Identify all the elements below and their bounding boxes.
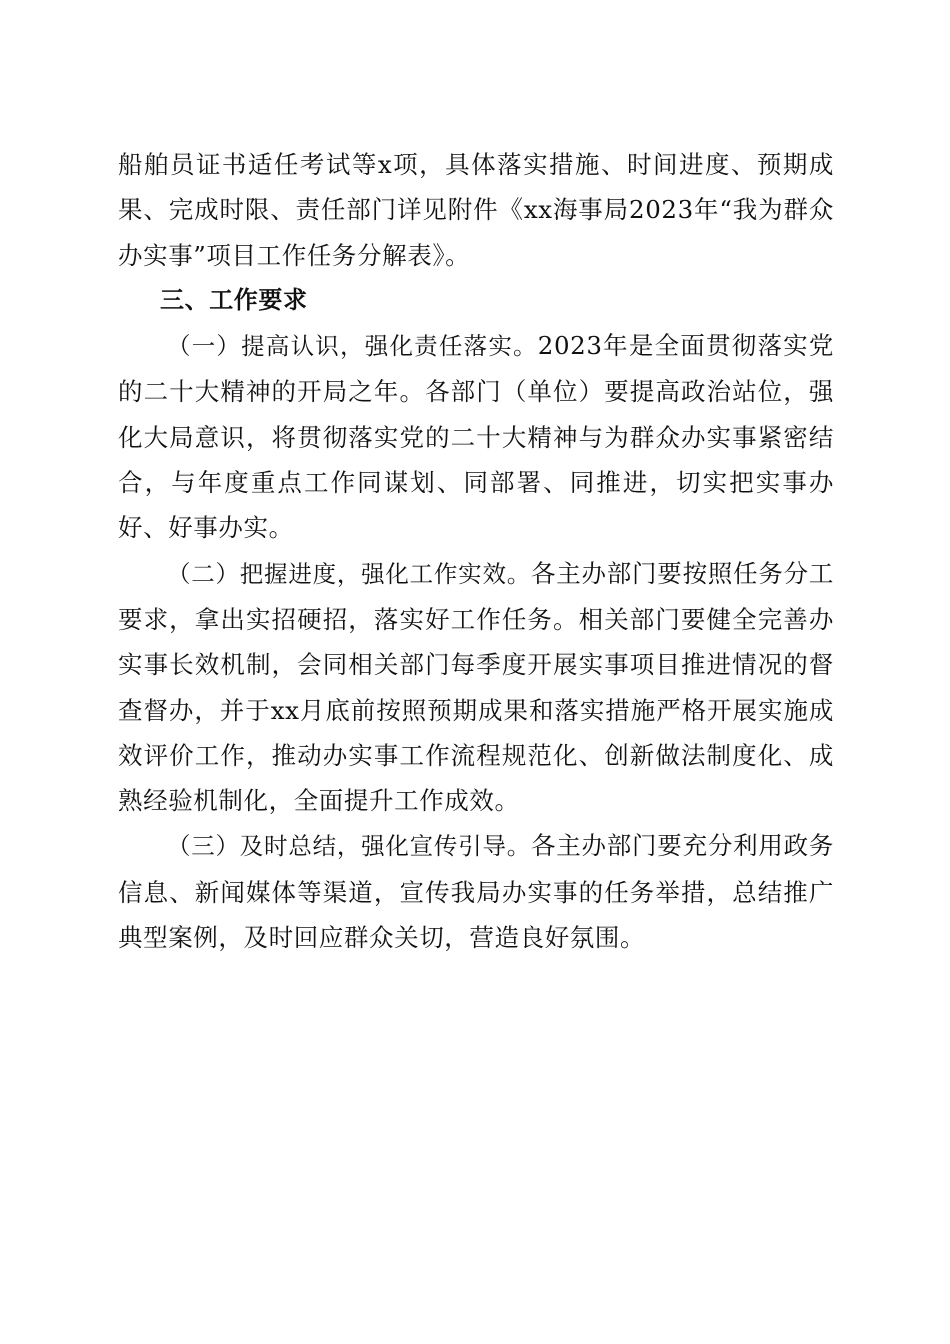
requirement-body-2: 各主办部门要按照任务分工要求，拿出实招硬招，落实好工作任务。相关部门要健全完善办实事长效机制，会同相关部门每季度开展实事项目推进情况的督查督办，并于xx月底前按照预期成果和落实措施严格开展实施成效评价工作，推动办实事工作流程规范化、创新做法制度化、成熟经验机制化，全面提升工作成效。: [118, 558, 835, 816]
requirement-lead-2: （二）把握进度，强化工作实效。: [167, 559, 531, 588]
requirement-lead-1: （一）提高认识，强化责任落实。: [167, 332, 538, 361]
section-heading: 三、工作要求: [160, 285, 308, 314]
requirement-body-3: 各主办部门要充分利用政务信息、新闻媒体等渠道，宣传我局办实事的任务举措，总结推广典型案例，及时回应群众关切，营造良好氛围。: [118, 831, 835, 953]
document-page: [118, 142, 834, 960]
requirement-paragraph-3: [118, 823, 834, 960]
intro-paragraph: 船舶员证书适任考试等x项，具体落实措施、时间进度、预期成果、完成时限、责任部门详见附件《xx海事局2023年“我为群众办实事”项目工作任务分解表》。: [118, 150, 834, 270]
requirement-lead-3: （三）及时总结，强化宣传引导。: [167, 832, 531, 861]
requirement-paragraph-2: [118, 551, 834, 824]
requirement-paragraph-1: [118, 323, 834, 550]
requirement-body-1: 2023年是全面贯彻落实党的二十大精神的开局之年。各部门（单位）要提高政治站位，强化大局意识，将贯彻落实党的二十大精神与为群众办实事紧密结合，与年度重点工作同谋划、同部署、同推进，切实把实事办好、好事办实。: [118, 331, 834, 543]
